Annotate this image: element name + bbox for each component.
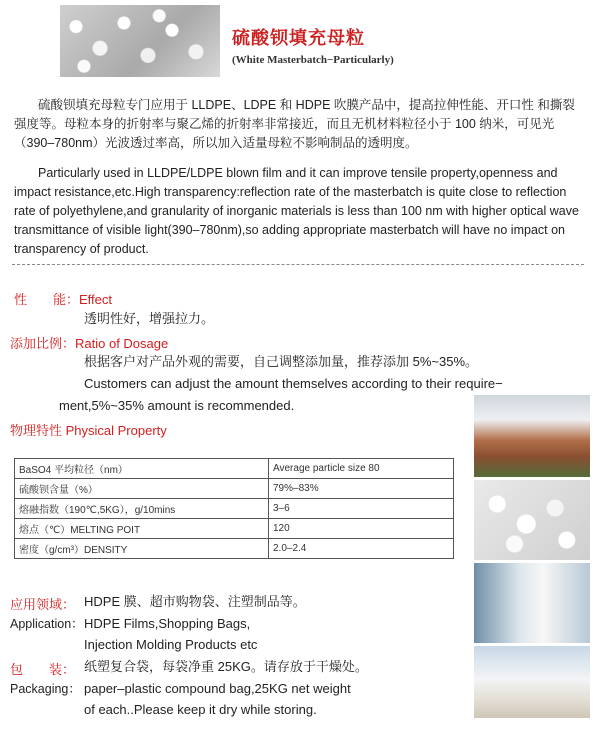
section-divider — [12, 264, 584, 265]
dosage-text-cn: 根据客户对产品外观的需要，自己调整添加量，推荐添加 5%~35%。 — [84, 354, 479, 369]
packaging-text-en-2: of each..Please keep it dry while storing. — [84, 702, 317, 717]
film-rolls-photo — [474, 563, 590, 643]
dosage-text-en-2: ment,5%~35% amount is recommended. — [59, 398, 295, 413]
table-row — [15, 479, 454, 499]
packaging-text-en-1: paper–plastic compound bag,25KG net weight — [84, 681, 351, 696]
page-title: 硫酸钡填充母粒 — [232, 28, 365, 49]
application-text-en-1: HDPE Films,Shopping Bags, — [84, 616, 251, 631]
beach-scene-photo — [474, 646, 590, 718]
packaging-label-en: Packaging： — [10, 682, 81, 696]
property-name: BaSO4 平均粒径（nm） — [15, 459, 269, 479]
property-name: 硫酸钡含量（%） — [15, 479, 269, 499]
page-subtitle: (White Masterbatch−Particularly) — [232, 54, 394, 66]
property-value: 2.0–2.4 — [269, 539, 454, 559]
greenhouse-film-photo — [474, 395, 590, 477]
table-row — [15, 539, 454, 559]
intro-english: Particularly used in LLDPE/LDPE blown film and it can improve tensile property,openness and impact resistance,etc.High transparency:reflection rate of the masterbatch is quite close to reflection rate of polyethylene,and granularity of inorganic materials is less than 100 nm with higher optical wave transmittance of visible light(390–780nm),so adding appropriate masterbatch will have no impact on transparency of product. — [14, 166, 579, 256]
packaging-text-cn: 纸塑复合袋，每袋净重 25KG。请存放于干燥处。 — [84, 659, 368, 674]
application-label-en: Application： — [10, 617, 84, 631]
physical-property-label: 物理特性 Physical Property — [10, 423, 167, 438]
effect-label: 性 能：Effect — [14, 292, 113, 307]
property-value: 3–6 — [269, 499, 454, 519]
white-granules-photo — [474, 480, 590, 560]
packaging-label-cn: 包 装： — [10, 662, 76, 677]
application-text-cn: HDPE 膜、超市购物袋、注塑制品等。 — [84, 594, 306, 609]
property-name: 熔融指数（190℃,5KG），g/10mins — [15, 499, 269, 519]
property-name: 密度（g/cm³）DENSITY — [15, 539, 269, 559]
masterbatch-granules-photo — [60, 5, 220, 77]
application-label-cn: 应用领域： — [10, 597, 76, 612]
table-row — [15, 459, 454, 479]
application-text-en-2: Injection Molding Products etc — [84, 637, 258, 652]
intro-chinese: 硫酸钡填充母粒专门应用于 LLDPE、LDPE 和 HDPE 吹膜产品中，提高拉伸性能、开口性 和撕裂强度等。母粒本身的折射率与聚乙烯的折射率非常接近，而且无机材料粒径小于 100 纳米，可见光（390–780nm）光波透过率高，所以加入适量母粒不影响制品的透明度。 — [14, 98, 575, 150]
dosage-text-en-1: Customers can adjust the amount themselves according to their require− — [84, 376, 503, 391]
effect-text: 透明性好，增强拉力。 — [84, 311, 215, 326]
table-row — [15, 499, 454, 519]
property-value: 79%–83% — [269, 479, 454, 499]
table-row — [15, 519, 454, 539]
physical-property-table — [14, 458, 454, 559]
property-value: 120 — [269, 519, 454, 539]
property-name: 熔点（℃）MELTING POIT — [15, 519, 269, 539]
property-value: Average particle size 80 — [269, 459, 454, 479]
dosage-label: 添加比例：Ratio of Dosage — [10, 336, 169, 351]
